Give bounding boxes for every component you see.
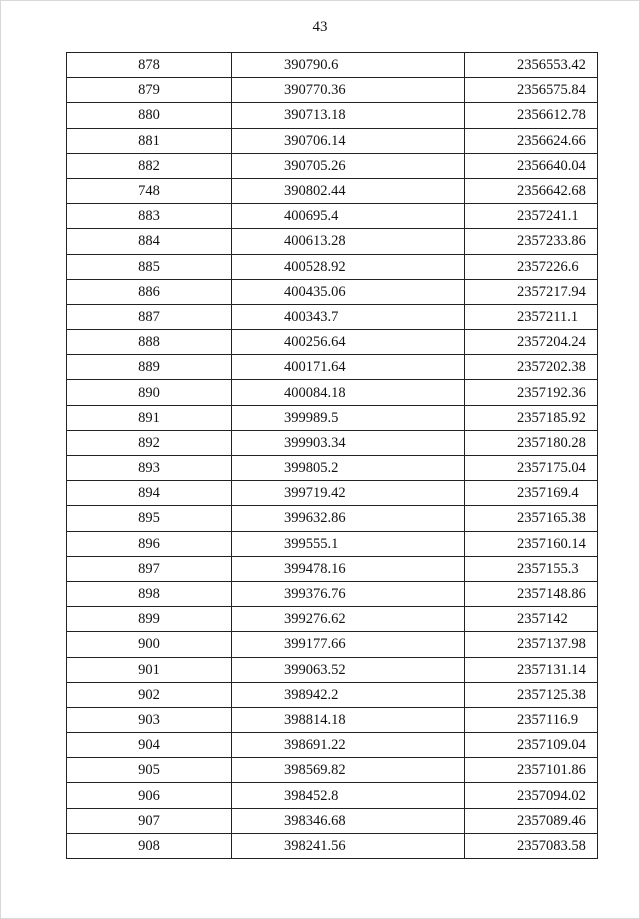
y-coordinate-cell: 2357211.1 — [465, 304, 598, 329]
x-coordinate-cell: 399632.86 — [232, 506, 465, 531]
table-row — [67, 279, 598, 304]
x-coordinate-cell: 398241.56 — [232, 833, 465, 858]
point-number-cell: 900 — [67, 632, 232, 657]
y-coordinate-cell: 2356612.78 — [465, 103, 598, 128]
table-row — [67, 330, 598, 355]
point-number-cell: 883 — [67, 204, 232, 229]
y-coordinate-cell: 2357192.36 — [465, 380, 598, 405]
y-coordinate-cell: 2357160.14 — [465, 531, 598, 556]
y-coordinate-cell: 2357226.6 — [465, 254, 598, 279]
point-number-cell: 889 — [67, 355, 232, 380]
point-number-cell: 907 — [67, 808, 232, 833]
point-number-cell: 908 — [67, 833, 232, 858]
point-number-cell: 881 — [67, 128, 232, 153]
x-coordinate-cell: 399276.62 — [232, 607, 465, 632]
point-number-cell: 895 — [67, 506, 232, 531]
y-coordinate-cell: 2356575.84 — [465, 78, 598, 103]
x-coordinate-cell: 399903.34 — [232, 430, 465, 455]
coordinates-table-body — [67, 53, 598, 859]
point-number-cell: 904 — [67, 733, 232, 758]
point-number-cell: 906 — [67, 783, 232, 808]
table-row — [67, 53, 598, 78]
y-coordinate-cell: 2357101.86 — [465, 758, 598, 783]
table-row — [67, 355, 598, 380]
y-coordinate-cell: 2357169.4 — [465, 481, 598, 506]
y-coordinate-cell: 2356553.42 — [465, 53, 598, 78]
point-number-cell: 901 — [67, 657, 232, 682]
table-row — [67, 833, 598, 858]
table-row — [67, 506, 598, 531]
x-coordinate-cell: 399989.5 — [232, 405, 465, 430]
point-number-cell: 898 — [67, 581, 232, 606]
point-number-cell: 887 — [67, 304, 232, 329]
table-row — [67, 733, 598, 758]
x-coordinate-cell: 399719.42 — [232, 481, 465, 506]
table-row — [67, 808, 598, 833]
point-number-cell: 882 — [67, 153, 232, 178]
table-row — [67, 304, 598, 329]
point-number-cell: 897 — [67, 556, 232, 581]
table-row — [67, 657, 598, 682]
x-coordinate-cell: 398346.68 — [232, 808, 465, 833]
table-row — [67, 380, 598, 405]
y-coordinate-cell: 2356642.68 — [465, 178, 598, 203]
y-coordinate-cell: 2356624.66 — [465, 128, 598, 153]
y-coordinate-cell: 2357116.9 — [465, 707, 598, 732]
y-coordinate-cell: 2357083.58 — [465, 833, 598, 858]
y-coordinate-cell: 2357125.38 — [465, 682, 598, 707]
table-row — [67, 707, 598, 732]
point-number-cell: 884 — [67, 229, 232, 254]
x-coordinate-cell: 390802.44 — [232, 178, 465, 203]
y-coordinate-cell: 2357089.46 — [465, 808, 598, 833]
x-coordinate-cell: 400343.7 — [232, 304, 465, 329]
table-row — [67, 78, 598, 103]
x-coordinate-cell: 390705.26 — [232, 153, 465, 178]
x-coordinate-cell: 390713.18 — [232, 103, 465, 128]
x-coordinate-cell: 400695.4 — [232, 204, 465, 229]
y-coordinate-cell: 2357155.3 — [465, 556, 598, 581]
point-number-cell: 890 — [67, 380, 232, 405]
y-coordinate-cell: 2357109.04 — [465, 733, 598, 758]
x-coordinate-cell: 400084.18 — [232, 380, 465, 405]
x-coordinate-cell: 400256.64 — [232, 330, 465, 355]
x-coordinate-cell: 399177.66 — [232, 632, 465, 657]
point-number-cell: 893 — [67, 456, 232, 481]
y-coordinate-cell: 2357137.98 — [465, 632, 598, 657]
table-row — [67, 456, 598, 481]
point-number-cell: 886 — [67, 279, 232, 304]
x-coordinate-cell: 398814.18 — [232, 707, 465, 732]
y-coordinate-cell: 2357204.24 — [465, 330, 598, 355]
x-coordinate-cell: 400171.64 — [232, 355, 465, 380]
table-row — [67, 405, 598, 430]
x-coordinate-cell: 400613.28 — [232, 229, 465, 254]
point-number-cell: 902 — [67, 682, 232, 707]
point-number-cell: 894 — [67, 481, 232, 506]
x-coordinate-cell: 390790.6 — [232, 53, 465, 78]
y-coordinate-cell: 2357131.14 — [465, 657, 598, 682]
y-coordinate-cell: 2357241.1 — [465, 204, 598, 229]
y-coordinate-cell: 2357148.86 — [465, 581, 598, 606]
point-number-cell: 885 — [67, 254, 232, 279]
x-coordinate-cell: 398452.8 — [232, 783, 465, 808]
table-row — [67, 607, 598, 632]
table-row — [67, 783, 598, 808]
y-coordinate-cell: 2357185.92 — [465, 405, 598, 430]
table-row — [67, 581, 598, 606]
point-number-cell: 892 — [67, 430, 232, 455]
table-row — [67, 556, 598, 581]
point-number-cell: 896 — [67, 531, 232, 556]
table-row — [67, 632, 598, 657]
table-row — [67, 254, 598, 279]
x-coordinate-cell: 390770.36 — [232, 78, 465, 103]
x-coordinate-cell: 399555.1 — [232, 531, 465, 556]
table-row — [67, 178, 598, 203]
y-coordinate-cell: 2356640.04 — [465, 153, 598, 178]
table-row — [67, 204, 598, 229]
x-coordinate-cell: 400528.92 — [232, 254, 465, 279]
point-number-cell: 899 — [67, 607, 232, 632]
x-coordinate-cell: 398942.2 — [232, 682, 465, 707]
y-coordinate-cell: 2357094.02 — [465, 783, 598, 808]
table-row — [67, 153, 598, 178]
table-row — [67, 229, 598, 254]
x-coordinate-cell: 398691.22 — [232, 733, 465, 758]
point-number-cell: 891 — [67, 405, 232, 430]
point-number-cell: 903 — [67, 707, 232, 732]
point-number-cell: 879 — [67, 78, 232, 103]
table-row — [67, 430, 598, 455]
y-coordinate-cell: 2357175.04 — [465, 456, 598, 481]
table-row — [67, 103, 598, 128]
table-row — [67, 128, 598, 153]
x-coordinate-cell: 399063.52 — [232, 657, 465, 682]
table-row — [67, 682, 598, 707]
table-row — [67, 758, 598, 783]
x-coordinate-cell: 400435.06 — [232, 279, 465, 304]
x-coordinate-cell: 399478.16 — [232, 556, 465, 581]
point-number-cell: 880 — [67, 103, 232, 128]
point-number-cell: 878 — [67, 53, 232, 78]
x-coordinate-cell: 390706.14 — [232, 128, 465, 153]
y-coordinate-cell: 2357233.86 — [465, 229, 598, 254]
y-coordinate-cell: 2357142 — [465, 607, 598, 632]
x-coordinate-cell: 399376.76 — [232, 581, 465, 606]
y-coordinate-cell: 2357202.38 — [465, 355, 598, 380]
x-coordinate-cell: 399805.2 — [232, 456, 465, 481]
page-number: 43 — [312, 19, 328, 35]
point-number-cell: 748 — [67, 178, 232, 203]
point-number-cell: 888 — [67, 330, 232, 355]
y-coordinate-cell: 2357165.38 — [465, 506, 598, 531]
table-row — [67, 531, 598, 556]
y-coordinate-cell: 2357217.94 — [465, 279, 598, 304]
table-row — [67, 481, 598, 506]
coordinates-table — [66, 52, 598, 859]
x-coordinate-cell: 398569.82 — [232, 758, 465, 783]
y-coordinate-cell: 2357180.28 — [465, 430, 598, 455]
point-number-cell: 905 — [67, 758, 232, 783]
